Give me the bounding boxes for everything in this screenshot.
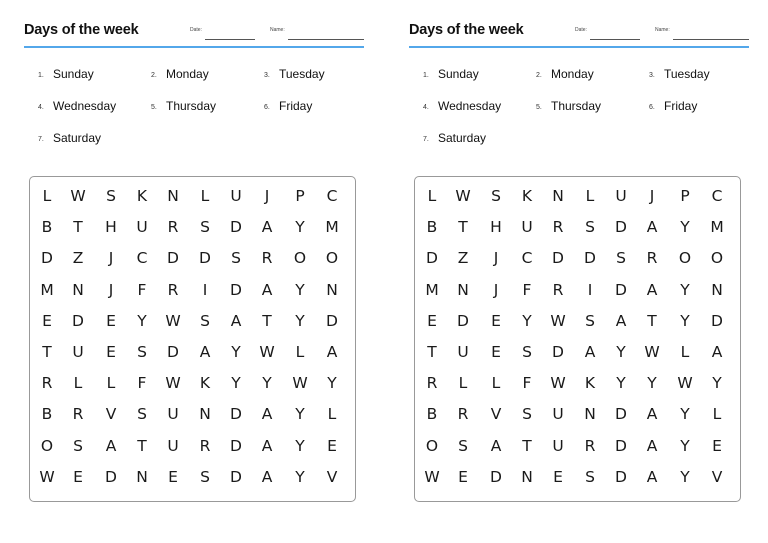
grid-letter[interactable]: W (292, 374, 308, 393)
grid-letter[interactable]: Y (616, 343, 626, 361)
word-label: Monday (166, 67, 209, 81)
grid-letter[interactable]: O (293, 249, 307, 268)
grid-letter[interactable]: Y (680, 311, 690, 330)
worksheet-title: Days of the week (409, 22, 524, 38)
word-number: 5. (536, 104, 542, 111)
grid-letter[interactable]: R (552, 218, 564, 237)
grid-letter[interactable]: R (646, 249, 658, 268)
grid-letter[interactable]: Y (137, 311, 147, 330)
grid-letter[interactable]: A (646, 436, 658, 455)
grid-letter[interactable]: E (73, 467, 83, 486)
grid-letter[interactable]: D (167, 249, 179, 268)
grid-letter[interactable]: S (522, 405, 532, 424)
grid-letter[interactable]: A (615, 311, 627, 330)
word-label: Saturday (438, 131, 487, 145)
grid-letter[interactable]: E (491, 343, 501, 361)
grid-letter[interactable]: E (168, 467, 178, 486)
grid-letter[interactable]: L (327, 405, 337, 424)
grid-letter[interactable]: B (41, 405, 53, 424)
grid-letter[interactable]: K (584, 374, 596, 393)
grid-letter[interactable]: K (136, 187, 148, 205)
grid-letter[interactable]: A (261, 436, 273, 455)
grid-letter[interactable]: U (615, 187, 627, 205)
grid-letter[interactable]: L (42, 187, 52, 205)
grid-letter[interactable]: L (491, 374, 501, 393)
grid-letter[interactable]: S (137, 343, 147, 361)
word-number: 6. (264, 104, 270, 111)
grid-letter[interactable]: A (326, 343, 338, 361)
grid-letter[interactable]: V (105, 405, 117, 424)
grid-letter[interactable]: D (615, 405, 627, 424)
word-label: Friday (664, 99, 698, 113)
grid-letter[interactable]: E (42, 311, 52, 330)
grid-letter[interactable]: L (295, 343, 305, 361)
name-label: Name: (655, 27, 670, 33)
grid-letter[interactable]: R (72, 405, 84, 424)
word-list-item (423, 66, 479, 82)
grid-letter[interactable]: Z (72, 249, 84, 268)
grid-letter[interactable]: A (646, 218, 658, 237)
grid-letter[interactable]: A (584, 343, 596, 361)
grid-letter[interactable]: Y (522, 311, 532, 330)
grid-letter[interactable]: L (106, 374, 116, 393)
grid-letter[interactable]: P (680, 187, 690, 205)
grid-letter[interactable]: A (261, 405, 273, 424)
grid-letter[interactable]: M (425, 280, 439, 299)
grid-letter[interactable]: U (552, 436, 564, 455)
grid-letter[interactable]: W (455, 187, 471, 205)
name-line[interactable] (673, 39, 749, 40)
grid-letter[interactable]: J (264, 187, 270, 205)
grid-letter[interactable]: Z (457, 249, 469, 268)
grid-letter[interactable]: K (521, 187, 533, 205)
grid-letter[interactable]: L (680, 343, 690, 361)
grid-letter[interactable]: Y (231, 374, 241, 393)
word-number: 2. (536, 72, 542, 79)
grid-letter[interactable]: Y (231, 343, 241, 361)
grid-letter[interactable]: A (646, 280, 658, 299)
word-number: 7. (423, 136, 429, 143)
grid-letter[interactable]: Y (295, 467, 305, 486)
grid-letter[interactable]: E (553, 467, 563, 486)
grid-letter[interactable]: M (710, 218, 724, 237)
grid-letter[interactable]: L (427, 187, 437, 205)
grid-letter[interactable]: Y (680, 218, 690, 237)
date-line[interactable] (590, 39, 640, 40)
grid-letter[interactable]: F (137, 280, 147, 299)
word-label: Sunday (53, 67, 94, 81)
grid-letter[interactable]: A (646, 405, 658, 424)
grid-letter[interactable]: R (426, 374, 438, 393)
grid-letter[interactable]: N (457, 280, 469, 299)
grid-letter[interactable]: D (230, 467, 242, 486)
worksheet-right (409, 0, 749, 543)
word-list (24, 66, 364, 156)
grid-letter[interactable]: O (678, 249, 692, 268)
grid-letter[interactable]: W (644, 343, 660, 361)
grid-letter[interactable]: D (41, 249, 53, 268)
grid-letter[interactable]: D (584, 249, 596, 268)
grid-letter[interactable]: S (585, 467, 595, 486)
grid-letter[interactable]: R (167, 280, 179, 299)
grid-letter[interactable]: W (259, 343, 275, 361)
grid-letter[interactable]: Y (680, 467, 690, 486)
grid-letter[interactable]: D (230, 218, 242, 237)
word-number: 3. (649, 72, 655, 79)
grid-letter[interactable]: S (522, 343, 532, 361)
word-label: Monday (551, 67, 594, 81)
grid-letter[interactable]: S (200, 218, 210, 237)
grid-letter[interactable]: B (426, 218, 438, 237)
grid-letter[interactable]: S (231, 249, 241, 268)
word-number: 5. (151, 104, 157, 111)
grid-letter[interactable]: D (72, 311, 84, 330)
word-number: 6. (649, 104, 655, 111)
grid-letter[interactable]: A (105, 436, 117, 455)
name-line[interactable] (288, 39, 364, 40)
grid-letter[interactable]: W (424, 467, 440, 486)
grid-letter[interactable]: U (136, 218, 148, 237)
grid-letter[interactable]: J (493, 280, 499, 299)
grid-letter[interactable]: A (261, 280, 273, 299)
grid-letter[interactable]: O (40, 436, 54, 455)
grid-letter[interactable]: C (521, 249, 533, 268)
word-number: 7. (38, 136, 44, 143)
word-list-item (151, 66, 209, 82)
grid-letter[interactable]: R (552, 280, 564, 299)
date-label: Date: (190, 27, 202, 33)
grid-letter[interactable]: B (426, 405, 438, 424)
grid-letter[interactable]: D (230, 436, 242, 455)
grid-letter[interactable]: A (261, 467, 273, 486)
word-label: Friday (279, 99, 313, 113)
grid-letter[interactable]: N (199, 405, 211, 424)
grid-letter[interactable]: O (425, 436, 439, 455)
grid-letter[interactable]: O (710, 249, 724, 268)
grid-letter[interactable]: R (167, 218, 179, 237)
grid-letter[interactable]: V (490, 405, 502, 424)
grid-letter[interactable]: S (137, 405, 147, 424)
grid-letter[interactable]: S (200, 467, 210, 486)
grid-letter[interactable]: E (106, 311, 116, 330)
grid-letter[interactable]: D (457, 311, 469, 330)
grid-letter[interactable]: D (230, 405, 242, 424)
grid-letter[interactable]: T (522, 436, 532, 455)
grid-letter[interactable]: D (490, 467, 502, 486)
grid-letter[interactable]: T (458, 218, 468, 237)
grid-letter[interactable]: D (615, 218, 627, 237)
grid-letter[interactable]: Y (616, 374, 626, 393)
word-list-item (423, 98, 501, 114)
grid-letter[interactable]: W (677, 374, 693, 393)
grid-letter[interactable]: P (295, 187, 305, 205)
grid-letter[interactable]: K (199, 374, 211, 393)
grid-letter[interactable]: F (137, 374, 147, 393)
grid-letter[interactable]: R (584, 436, 596, 455)
grid-letter[interactable]: D (199, 249, 211, 268)
worksheet-header (24, 22, 364, 42)
grid-letter[interactable]: I (587, 280, 593, 299)
word-label: Wednesday (53, 99, 117, 113)
grid-letter[interactable]: N (584, 405, 596, 424)
grid-letter[interactable]: D (615, 436, 627, 455)
grid-letter[interactable]: T (427, 343, 437, 361)
word-label: Sunday (438, 67, 479, 81)
word-list-item (151, 98, 216, 114)
grid-letter[interactable]: L (200, 187, 210, 205)
word-label: Thursday (166, 99, 217, 113)
grid-letter[interactable]: J (493, 249, 499, 268)
grid-letter[interactable]: U (167, 405, 179, 424)
word-list-item (38, 130, 101, 146)
grid-letter[interactable]: Y (295, 436, 305, 455)
grid-letter[interactable]: U (72, 343, 84, 361)
grid-letter[interactable]: U (552, 405, 564, 424)
grid-letter[interactable]: T (647, 311, 657, 330)
grid-letter[interactable]: S (73, 436, 83, 455)
grid-letter[interactable]: E (491, 311, 501, 330)
grid-letter[interactable]: M (40, 280, 54, 299)
grid-letter[interactable]: W (70, 187, 86, 205)
header-divider (24, 46, 364, 48)
grid-letter[interactable]: Y (327, 374, 337, 393)
grid-letter[interactable]: R (457, 405, 469, 424)
grid-letter[interactable]: W (550, 374, 566, 393)
grid-letter[interactable]: Y (680, 405, 690, 424)
word-list-item (649, 66, 710, 82)
grid-letter[interactable]: E (427, 311, 437, 330)
word-list-item (536, 98, 601, 114)
grid-letter[interactable]: I (202, 280, 208, 299)
word-list-item (38, 98, 116, 114)
grid-letter[interactable]: D (552, 249, 564, 268)
grid-letter[interactable]: W (165, 311, 181, 330)
word-number: 1. (38, 72, 44, 79)
grid-letter[interactable]: D (552, 343, 564, 361)
grid-letter[interactable]: N (167, 187, 179, 205)
grid-letter[interactable]: E (712, 436, 722, 455)
grid-letter[interactable]: Y (680, 280, 690, 299)
word-number: 4. (423, 104, 429, 111)
word-label: Tuesday (664, 67, 710, 81)
word-label: Thursday (551, 99, 602, 113)
word-list (409, 66, 749, 156)
grid-letter[interactable]: A (199, 343, 211, 361)
grid-letter[interactable]: S (585, 218, 595, 237)
grid-letter[interactable]: T (73, 218, 83, 237)
grid-letter[interactable]: D (326, 311, 338, 330)
grid-letter[interactable]: N (552, 187, 564, 205)
word-number: 4. (38, 104, 44, 111)
word-list-item (264, 98, 312, 114)
word-label: Saturday (53, 131, 102, 145)
grid-letter[interactable]: Y (295, 405, 305, 424)
grid-letter[interactable]: C (326, 187, 338, 205)
grid-letter[interactable]: A (490, 436, 502, 455)
worksheet-header (409, 22, 749, 42)
grid-letter[interactable]: A (711, 343, 723, 361)
grid-letter[interactable]: J (108, 280, 114, 299)
grid-letter[interactable]: D (230, 280, 242, 299)
grid-letter[interactable]: E (327, 436, 337, 455)
grid-letter[interactable]: Y (712, 374, 722, 393)
grid-letter[interactable]: H (490, 218, 502, 237)
grid-letter[interactable]: O (325, 249, 339, 268)
grid-letter[interactable]: B (41, 218, 53, 237)
grid-letter[interactable]: J (108, 249, 114, 268)
grid-letter[interactable]: H (105, 218, 117, 237)
grid-letter[interactable]: L (73, 374, 83, 393)
grid-letter[interactable]: M (325, 218, 339, 237)
grid-letter[interactable]: Y (680, 436, 690, 455)
grid-letter[interactable]: A (230, 311, 242, 330)
worksheet-title: Days of the week (24, 22, 139, 38)
grid-letter[interactable]: R (261, 249, 273, 268)
grid-letter[interactable]: S (491, 187, 501, 205)
grid-letter[interactable]: J (649, 187, 655, 205)
grid-letter[interactable]: D (426, 249, 438, 268)
grid-letter[interactable]: S (458, 436, 468, 455)
grid-letter[interactable]: D (615, 467, 627, 486)
date-label: Date: (575, 27, 587, 33)
name-label: Name: (270, 27, 285, 33)
word-search-grid (414, 176, 741, 502)
grid-letter[interactable]: N (711, 280, 723, 299)
grid-letter[interactable]: Y (295, 280, 305, 299)
grid-letter[interactable]: R (199, 436, 211, 455)
grid-letter[interactable]: F (522, 374, 532, 393)
word-list-item (536, 66, 594, 82)
grid-letter[interactable]: D (711, 311, 723, 330)
grid-letter[interactable]: R (41, 374, 53, 393)
grid-letter[interactable]: S (585, 311, 595, 330)
grid-letter[interactable]: W (550, 311, 566, 330)
grid-letter[interactable]: L (458, 374, 468, 393)
grid-letter[interactable]: N (521, 467, 533, 486)
grid-letter[interactable]: W (165, 374, 181, 393)
grid-letter[interactable]: Y (647, 374, 657, 393)
word-list-item (423, 130, 486, 146)
grid-letter[interactable]: T (42, 343, 52, 361)
grid-letter[interactable]: N (326, 280, 338, 299)
header-divider (409, 46, 749, 48)
grid-letter[interactable]: N (72, 280, 84, 299)
grid-letter[interactable]: F (522, 280, 532, 299)
grid-letter[interactable]: C (136, 249, 148, 268)
grid-letter[interactable]: D (615, 280, 627, 299)
grid-letter[interactable]: W (39, 467, 55, 486)
grid-letter[interactable]: D (105, 467, 117, 486)
grid-letter[interactable]: Y (262, 374, 272, 393)
grid-letter[interactable]: Y (295, 218, 305, 237)
word-list-item (649, 98, 697, 114)
grid-letter[interactable]: S (200, 311, 210, 330)
grid-letter[interactable]: U (167, 436, 179, 455)
grid-letter[interactable]: U (457, 343, 469, 361)
worksheet-left (24, 0, 364, 543)
grid-letter[interactable]: L (585, 187, 595, 205)
grid-letter[interactable]: V (711, 467, 723, 486)
word-number: 2. (151, 72, 157, 79)
grid-letter[interactable]: E (458, 467, 468, 486)
grid-letter[interactable]: U (521, 218, 533, 237)
word-number: 1. (423, 72, 429, 79)
date-line[interactable] (205, 39, 255, 40)
grid-letter[interactable]: S (616, 249, 626, 268)
grid-letter[interactable]: V (326, 467, 338, 486)
grid-letter[interactable]: T (262, 311, 272, 330)
grid-letter[interactable]: A (646, 467, 658, 486)
grid-letter[interactable]: C (711, 187, 723, 205)
word-search-grid (29, 176, 356, 502)
grid-letter[interactable]: N (136, 467, 148, 486)
grid-letter[interactable]: T (137, 436, 147, 455)
grid-letter[interactable]: A (261, 218, 273, 237)
grid-letter[interactable]: L (712, 405, 722, 424)
grid-letter[interactable]: S (106, 187, 116, 205)
grid-letter[interactable]: U (230, 187, 242, 205)
grid-letter[interactable]: D (167, 343, 179, 361)
grid-letter[interactable]: Y (295, 311, 305, 330)
word-list-item (264, 66, 325, 82)
word-label: Wednesday (438, 99, 502, 113)
word-number: 3. (264, 72, 270, 79)
word-label: Tuesday (279, 67, 325, 81)
word-list-item (38, 66, 94, 82)
grid-letter[interactable]: E (106, 343, 116, 361)
